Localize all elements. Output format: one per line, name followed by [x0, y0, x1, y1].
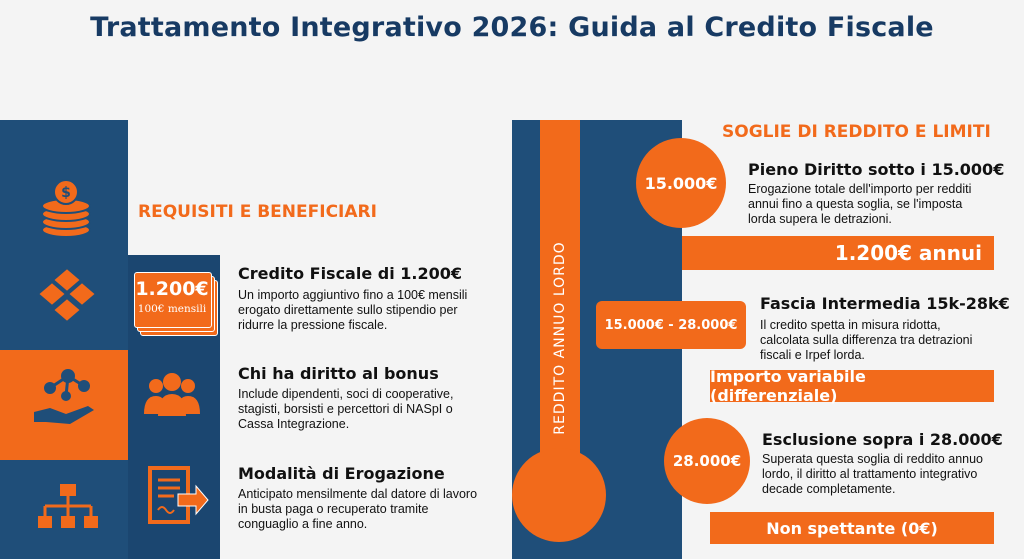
- cube-cluster-icon: [36, 264, 98, 330]
- amount-card-value: 1.200€: [135, 278, 209, 300]
- amount-card-sub: 100€ mensili: [137, 303, 207, 315]
- tier-1-desc: Erogazione totale dell'importo per redditi annui fino a questa soglia, se l'imposta lorda supera le detrazioni.: [748, 182, 972, 226]
- tier-3-band: Non spettante (0€): [710, 512, 994, 544]
- left-item-desc-2: Include dipendenti, soci di cooperative, stagisti, borsisti e percettori di NASpI o Cassa Integrazione.: [238, 387, 454, 431]
- left-section-heading: REQUISITI E BENEFICIARI: [138, 202, 377, 222]
- left-item-title-1: Credito Fiscale di 1.200€: [238, 264, 463, 283]
- tier-1-title: Pieno Diritto sotto i 15.000€: [748, 160, 1005, 179]
- thermometer-bulb: [512, 448, 606, 542]
- amount-card: [134, 272, 216, 334]
- page-title: Trattamento Integrativo 2026: Guida al Credito Fiscale: [90, 12, 934, 43]
- left-item-desc-1: Un importo aggiuntivo fino a 100€ mensili erogato direttamente sullo stipendio per ridurre la pressione fiscale.: [238, 288, 468, 332]
- tier-1-badge: 15.000€: [636, 138, 726, 228]
- left-item-title-2: Chi ha diritto al bonus: [238, 364, 439, 383]
- tier-2-title: Fascia Intermedia 15k-28k€: [760, 294, 1010, 313]
- document-arrow-icon: [146, 466, 210, 528]
- people-group-icon: [142, 370, 202, 420]
- tier-3-badge: 28.000€: [664, 418, 750, 504]
- org-chart-icon: [36, 482, 100, 532]
- tier-1-band: 1.200€ annui: [682, 236, 994, 270]
- tier-2-desc: Il credito spetta in misura ridotta, calcolata sulla differenza tra detrazioni fiscali e Irpef lorda.: [760, 318, 973, 362]
- coins-stack-icon: [36, 178, 96, 240]
- tier-2-band: Importo variabile (differenziale): [710, 370, 994, 402]
- tier-2-badge: 15.000€ - 28.000€: [596, 301, 746, 349]
- left-item-title-3: Modalità di Erogazione: [238, 464, 445, 483]
- right-section-heading: SOGLIE DI REDDITO E LIMITI: [722, 122, 991, 142]
- vertical-axis-label: REDDITO ANNUO LORDO: [552, 241, 568, 435]
- tier-3-desc: Superata questa soglia di reddito annuo lordo, il diritto al trattamento integrativo decade completamente.: [762, 452, 983, 496]
- tier-3-title: Esclusione sopra i 28.000€: [762, 430, 1003, 449]
- left-item-desc-3: Anticipato mensilmente dal datore di lavoro in busta paga o recuperato tramite conguaglio a fine anno.: [238, 487, 478, 531]
- svg-text:$: $: [61, 185, 71, 201]
- hand-network-icon: [30, 362, 100, 432]
